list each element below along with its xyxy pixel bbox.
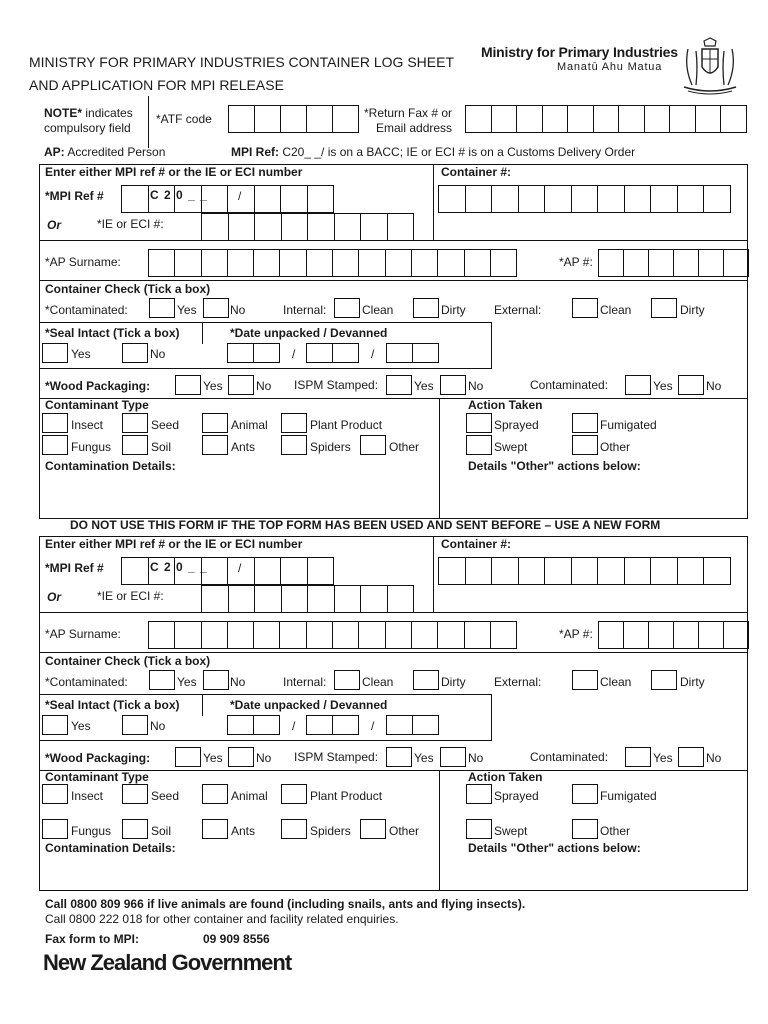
form-1-contaminated-no-box[interactable] [203,298,229,318]
form-1-wood-contaminated-label: Contaminated: [530,378,609,392]
form-2-seal-no-label: No [150,719,166,733]
form-1-internal-label: Internal: [283,303,327,317]
live-animals-call: Call 0800 809 966 if live animals are found (including snails, ants and flying insects). [45,897,526,911]
nz-government-logo: New Zealand Government [43,950,292,975]
form-1-contaminated-label: *Contaminated: [45,303,128,317]
form-1-internal-dirty-label: Dirty [441,303,466,317]
form-2-external-dirty-box[interactable] [651,670,677,690]
form-2-wood-yes-label: Yes [203,751,223,765]
form-2-insect-box[interactable] [42,784,68,804]
form-1-action-taken-heading: Action Taken [468,398,543,412]
form-2-ie-eci-input[interactable] [201,585,414,613]
form-2-mpi-ref-label: *MPI Ref # [45,561,104,575]
form-1-date-month-input[interactable] [306,343,359,363]
form-1-ap-number-input[interactable] [598,249,749,277]
mpi-ref-note: MPI Ref: C20_ _/ is on a BACC; IE or ECI # is on a Customs Delivery Order [231,145,636,159]
form-2-contaminated-yes-box[interactable] [149,670,175,690]
form-2-container-number-input[interactable] [438,557,731,585]
form-1-soil-label: Soil [151,440,172,454]
form-1-wood-no-label: No [256,379,272,393]
coat-of-arms-icon [678,37,742,95]
form-2-date-slash-1: / [292,719,296,733]
form-1-ispm-no-box[interactable] [440,375,466,395]
form-1-external-label: External: [494,303,542,317]
form-1-spiders-label: Spiders [310,440,351,454]
form-1-wood-contaminated-yes-box[interactable] [625,375,651,395]
form-2-soil-label: Soil [151,824,172,838]
form-2-date-slash-2: / [371,719,375,733]
form-1-wood-contaminated-no-box[interactable] [678,375,704,395]
form-1-sprayed-box[interactable] [466,413,492,433]
form-2-other-actions-details-label: Details "Other" actions below: [468,841,641,855]
form-2-plant-box[interactable] [281,784,307,804]
form-2-animal-box[interactable] [202,784,228,804]
form-1-container-label: Container #: [441,165,512,179]
form-2-ispm-no-label: No [468,751,484,765]
form-2-enter-label: Enter either MPI ref # or the IE or ECI number [45,537,303,551]
form-1-container-check-heading: Container Check (Tick a box) [45,282,211,296]
form-1-ispm-yes-box[interactable] [386,375,412,395]
form-2-wood-contaminated-no-box[interactable] [678,747,704,767]
form-title-line1: MINISTRY FOR PRIMARY INDUSTRIES CONTAINER LOG SHEET [29,54,454,70]
note-text: NOTE* indicates [44,106,133,120]
form-1-contaminated-no-label: No [230,303,246,317]
form-2-contaminated-no-box[interactable] [203,670,229,690]
form-2-swept-box[interactable] [466,819,492,839]
form-1-wood-contaminated-no-label: No [706,379,722,393]
form-1-external-clean-label: Clean [600,303,632,317]
form-2-fungus-label: Fungus [71,824,112,838]
form-2-contamination-details-label: Contamination Details: [45,841,176,855]
form-1-external-dirty-label: Dirty [680,303,705,317]
form-1-fumigated-box[interactable] [572,413,598,433]
form-1-plant-box[interactable] [281,413,307,433]
form-1-contaminant-type-heading: Contaminant Type [45,398,149,412]
form-2-insect-label: Insect [71,789,104,803]
form-2-spiders-label: Spiders [310,824,351,838]
form-1-ie-eci-label: *IE or ECI #: [97,217,164,231]
form-2-date-year-input[interactable] [386,715,439,735]
form-2-ants-label: Ants [231,824,256,838]
form-2-ants-box[interactable] [202,819,228,839]
form-2-mpi-prefix: C 2 0 _ _ [150,560,208,574]
form-1-wood-contaminated-yes-label: Yes [653,379,673,393]
form-2-seal-yes-box[interactable] [42,715,68,735]
form-1-internal-dirty-box[interactable] [413,298,439,318]
form-1-soil-box[interactable] [122,435,148,455]
form-1-enter-label: Enter either MPI ref # or the IE or ECI number [45,165,303,179]
reuse-warning: DO NOT USE THIS FORM IF THE TOP FORM HAS BEEN USED AND SENT BEFORE – USE A NEW FORM [70,518,661,532]
atf-code-input[interactable] [228,105,359,133]
form-1-internal-clean-box[interactable] [334,298,360,318]
ap-note: AP: Accredited Person [44,145,166,159]
form-2-container-check-heading: Container Check (Tick a box) [45,654,211,668]
form-2-animal-label: Animal [231,789,268,803]
form-2-wood-contaminated-no-label: No [706,751,722,765]
form-2-fumigated-label: Fumigated [600,789,657,803]
org-name: Ministry for Primary Industries [481,44,678,60]
fax-number: 09 909 8556 [203,932,270,946]
enquiries-call: Call 0800 222 018 for other container and facility related enquiries. [45,912,399,926]
form-2-soil-box[interactable] [122,819,148,839]
form-1-animal-box[interactable] [202,413,228,433]
form-1-seal-no-box[interactable] [122,343,148,363]
form-2-date-month-input[interactable] [306,715,359,735]
form-1-external-dirty-box[interactable] [651,298,677,318]
form-1-ants-label: Ants [231,440,256,454]
form-1-contaminated-yes-box[interactable] [149,298,175,318]
form-2-date-day-input[interactable] [227,715,280,735]
form-1-date-slash-1: / [292,347,296,361]
form-2-ap-number-input[interactable] [598,621,749,649]
form-1-ie-eci-input[interactable] [201,213,414,241]
form-1-other-box[interactable] [360,435,386,455]
form-1-ispm-label: ISPM Stamped: [294,378,379,392]
form-1-fungus-label: Fungus [71,440,112,454]
fax-label: Fax form to MPI: [45,932,140,946]
form-1-container-number-input[interactable] [438,185,731,213]
form-2-other-label: Other [389,824,420,838]
atf-label: *ATF code [156,112,212,126]
form-2-internal-clean-label: Clean [362,675,394,689]
form-2-seal-no-box[interactable] [122,715,148,735]
note-text-line2: compulsory field [44,121,131,135]
form-1-seal-no-label: No [150,347,166,361]
form-2-seed-label: Seed [151,789,180,803]
form-1-date-slash-2: / [371,347,375,361]
form-2-wood-yes-box[interactable] [175,747,201,767]
form-2-internal-dirty-box[interactable] [413,670,439,690]
form-1-date-year-input[interactable] [386,343,439,363]
form-1-wood-yes-label: Yes [203,379,223,393]
return-fax-input[interactable] [465,105,747,133]
form-2-ispm-no-box[interactable] [440,747,466,767]
form-2-external-clean-box[interactable] [572,670,598,690]
form-2-wood-packaging-label: *Wood Packaging: [45,751,151,765]
form-2-contaminated-no-label: No [230,675,246,689]
form-1-swept-box[interactable] [466,435,492,455]
form-2-mpi-slash: / [238,561,242,575]
form-1-plant-label: Plant Product [310,418,383,432]
form-1-ants-box[interactable] [202,435,228,455]
form-2-external-clean-label: Clean [600,675,632,689]
form-2-action-taken-heading: Action Taken [468,770,543,784]
form-2-wood-no-label: No [256,751,272,765]
form-1-seal-yes-label: Yes [71,347,91,361]
form-1-seal-yes-box[interactable] [42,343,68,363]
org-maori-name: Manatū Ahu Matua [557,61,663,73]
form-1-wood-yes-box[interactable] [175,375,201,395]
form-1-sprayed-label: Sprayed [494,418,539,432]
form-2-wood-contaminated-yes-label: Yes [653,751,673,765]
form-1-other-label: Other [389,440,420,454]
form-2-wood-no-box[interactable] [228,747,254,767]
form-2-action-other-box[interactable] [572,819,598,839]
form-1-or-label: Or [47,218,62,232]
form-1-wood-packaging-label: *Wood Packaging: [45,379,151,393]
form-2-sprayed-label: Sprayed [494,789,539,803]
form-2-seal-yes-label: Yes [71,719,91,733]
form-2-sprayed-box[interactable] [466,784,492,804]
form-2-container-label: Container #: [441,537,512,551]
return-fax-label: *Return Fax # or [364,106,453,120]
return-fax-label-line2: Email address [376,121,453,135]
form-1-mpi-prefix: C 2 0 _ _ [150,188,208,202]
form-2-internal-dirty-label: Dirty [441,675,466,689]
form-1-animal-label: Animal [231,418,268,432]
form-1-insect-box[interactable] [42,413,68,433]
form-2-internal-label: Internal: [283,675,327,689]
form-1-external-clean-box[interactable] [572,298,598,318]
form-2-ispm-yes-box[interactable] [386,747,412,767]
form-2-fungus-box[interactable] [42,819,68,839]
form-1-ap-surname-input[interactable] [148,249,517,277]
form-2-ap-surname-label: *AP Surname: [45,627,121,641]
form-2-ap-surname-input[interactable] [148,621,517,649]
form-1-seed-box[interactable] [122,413,148,433]
form-2-spiders-box[interactable] [281,819,307,839]
form-2-seed-box[interactable] [122,784,148,804]
form-2-external-dirty-label: Dirty [680,675,705,689]
form-2-contaminated-label: *Contaminated: [45,675,128,689]
form-1-contaminated-yes-label: Yes [177,303,197,317]
form-1-date-day-input[interactable] [227,343,280,363]
form-2-date-unpacked-heading: *Date unpacked / Devanned [230,698,388,712]
form-1-spiders-box[interactable] [281,435,307,455]
form-2-ispm-label: ISPM Stamped: [294,750,379,764]
form-1-action-other-label: Other [600,440,631,454]
form-2-other-box[interactable] [360,819,386,839]
form-2-ie-eci-label: *IE or ECI #: [97,589,164,603]
form-2-swept-label: Swept [494,824,528,838]
form-2-internal-clean-box[interactable] [334,670,360,690]
form-2-wood-contaminated-label: Contaminated: [530,750,609,764]
form-1-ap-surname-label: *AP Surname: [45,255,121,269]
form-1-other-actions-details-label: Details "Other" actions below: [468,459,641,473]
form-2-action-other-label: Other [600,824,631,838]
form-title-line2: AND APPLICATION FOR MPI RELEASE [29,77,284,93]
form-2-contaminant-type-heading: Contaminant Type [45,770,149,784]
form-1-swept-label: Swept [494,440,528,454]
form-1-seed-label: Seed [151,418,180,432]
form-2-wood-contaminated-yes-box[interactable] [625,747,651,767]
form-1-wood-no-box[interactable] [228,375,254,395]
form-1-mpi-ref-label: *MPI Ref # [45,189,104,203]
form-1-insect-label: Insect [71,418,104,432]
form-1-ap-number-label: *AP #: [559,255,593,269]
form-1-mpi-slash: / [238,189,242,203]
form-1-fumigated-label: Fumigated [600,418,657,432]
form-2-plant-label: Plant Product [310,789,383,803]
form-1-contamination-details-label: Contamination Details: [45,459,176,473]
form-2-ap-number-label: *AP #: [559,627,593,641]
form-2-seal-intact-heading: *Seal Intact (Tick a box) [45,698,180,712]
form-1-fungus-box[interactable] [42,435,68,455]
form-1-ispm-yes-label: Yes [414,379,434,393]
form-1-seal-intact-heading: *Seal Intact (Tick a box) [45,326,180,340]
form-2-external-label: External: [494,675,542,689]
form-2-contaminated-yes-label: Yes [177,675,197,689]
form-1-date-unpacked-heading: *Date unpacked / Devanned [230,326,388,340]
form-1-ispm-no-label: No [468,379,484,393]
form-2-fumigated-box[interactable] [572,784,598,804]
form-2-ispm-yes-label: Yes [414,751,434,765]
form-1-internal-clean-label: Clean [362,303,394,317]
form-2-or-label: Or [47,590,62,604]
form-1-action-other-box[interactable] [572,435,598,455]
